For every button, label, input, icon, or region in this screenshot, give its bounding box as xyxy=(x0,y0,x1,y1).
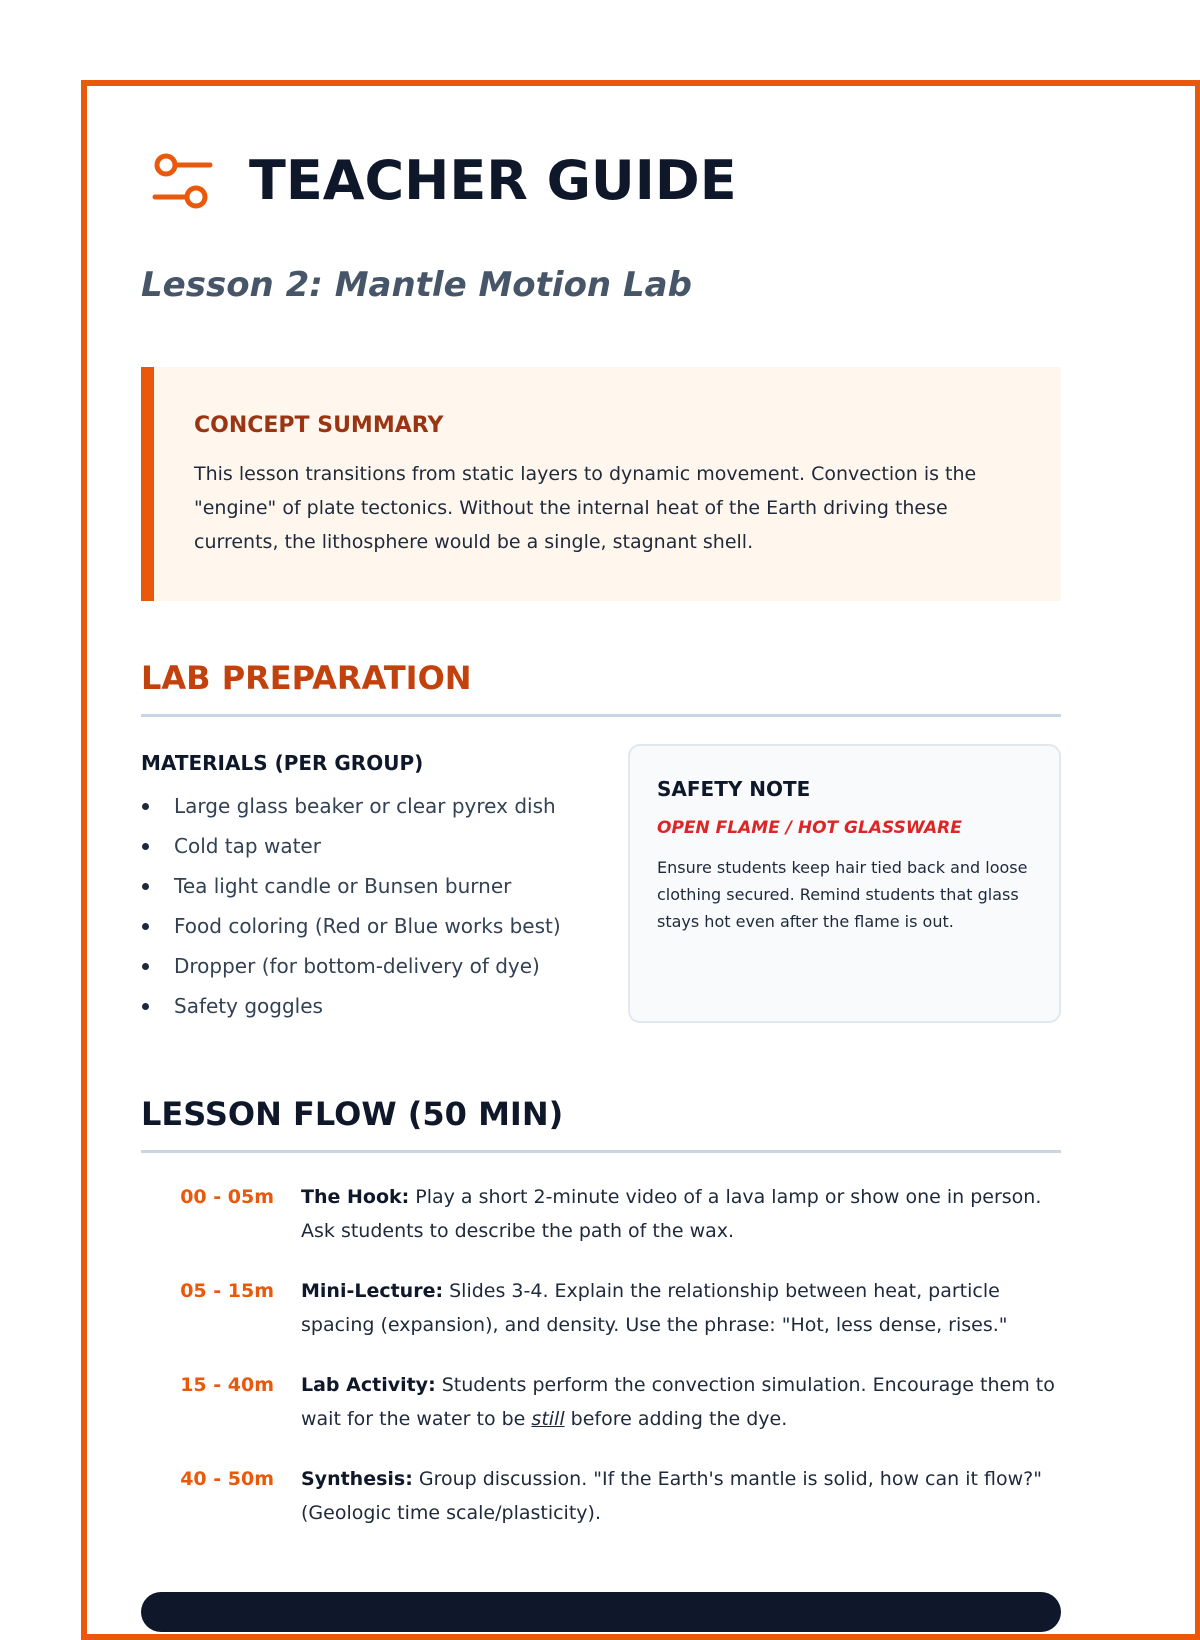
step-emphasis: still xyxy=(531,1408,565,1430)
step-time: 00 - 05m xyxy=(180,1186,274,1208)
lesson-flow-heading: LESSON FLOW (50 MIN) xyxy=(141,1095,564,1133)
materials-list-section xyxy=(141,750,611,1026)
safety-note-body: Ensure students keep hair tied back and loose clothing secured. Remind students that glass stays hot even after the flame is out. xyxy=(657,858,1028,931)
step-time: 15 - 40m xyxy=(180,1374,274,1396)
step-description xyxy=(301,1180,1061,1248)
sliders-icon xyxy=(149,149,213,213)
lab-preparation-heading: LAB PREPARATION xyxy=(141,659,472,697)
list-item xyxy=(141,826,611,866)
bullet-icon xyxy=(142,883,149,890)
page-header xyxy=(141,148,737,214)
list-item xyxy=(141,986,611,1026)
step-time: 40 - 50m xyxy=(180,1468,274,1490)
timeline-step xyxy=(141,1462,1061,1530)
step-time: 05 - 15m xyxy=(180,1280,274,1302)
timeline-step xyxy=(141,1274,1061,1342)
material-text: Dropper (for bottom-delivery of dye) xyxy=(174,954,540,978)
section-divider xyxy=(141,1150,1061,1153)
concept-summary-heading: CONCEPT SUMMARY xyxy=(194,413,444,438)
safety-note-card xyxy=(628,744,1061,1023)
materials-heading: MATERIALS (PER GROUP) xyxy=(141,751,424,775)
lesson-timeline xyxy=(141,1180,1061,1556)
bullet-icon xyxy=(142,1003,149,1010)
material-text: Large glass beaker or clear pyrex dish xyxy=(174,794,556,818)
concept-summary-callout xyxy=(141,367,1061,601)
list-item xyxy=(141,866,611,906)
step-label: The Hook: xyxy=(301,1186,410,1208)
step-description xyxy=(301,1368,1061,1436)
step-text: Group discussion. "If the Earth's mantle is solid, how can it flow?" (Geologic time scale/plasticity). xyxy=(301,1468,1042,1524)
list-item xyxy=(141,786,611,826)
step-label: Synthesis: xyxy=(301,1468,413,1490)
timeline-step xyxy=(141,1180,1061,1248)
material-text: Food coloring (Red or Blue works best) xyxy=(174,914,561,938)
step-text: before adding the dye. xyxy=(564,1408,788,1430)
concept-summary-body: This lesson transitions from static layers to dynamic movement. Convection is the "engine" of plate tectonics. Without the internal heat of the Earth driving these currents, the lithosphere would be a single, stagnant shell. xyxy=(194,463,977,553)
safety-warning: OPEN FLAME / HOT GLASSWARE xyxy=(657,818,962,838)
footer-bar xyxy=(141,1592,1061,1632)
material-text: Tea light candle or Bunsen burner xyxy=(174,874,512,898)
page-title: TEACHER GUIDE xyxy=(249,149,737,212)
bullet-icon xyxy=(142,843,149,850)
bullet-icon xyxy=(142,963,149,970)
step-description xyxy=(301,1462,1061,1530)
list-item xyxy=(141,946,611,986)
material-text: Safety goggles xyxy=(174,994,323,1018)
step-label: Lab Activity: xyxy=(301,1374,436,1396)
step-description xyxy=(301,1274,1061,1342)
section-divider xyxy=(141,714,1061,717)
step-text: Students perform the convection simulation. Encourage them to wait for the water to be xyxy=(301,1374,1055,1430)
step-label: Mini-Lecture: xyxy=(301,1280,444,1302)
bullet-icon xyxy=(142,923,149,930)
bullet-icon xyxy=(142,803,149,810)
step-text: Slides 3-4. Explain the relationship between heat, particle spacing (expansion), and density. Use the phrase: "Hot, less dense, rises." xyxy=(301,1280,1008,1336)
lesson-subtitle: Lesson 2: Mantle Motion Lab xyxy=(141,265,692,305)
material-text: Cold tap water xyxy=(174,834,321,858)
materials-list xyxy=(141,786,611,1026)
step-text: Play a short 2-minute video of a lava lamp or show one in person. Ask students to describe the path of the wax. xyxy=(301,1186,1042,1242)
timeline-step xyxy=(141,1368,1061,1436)
list-item xyxy=(141,906,611,946)
safety-note-heading: SAFETY NOTE xyxy=(657,777,811,801)
